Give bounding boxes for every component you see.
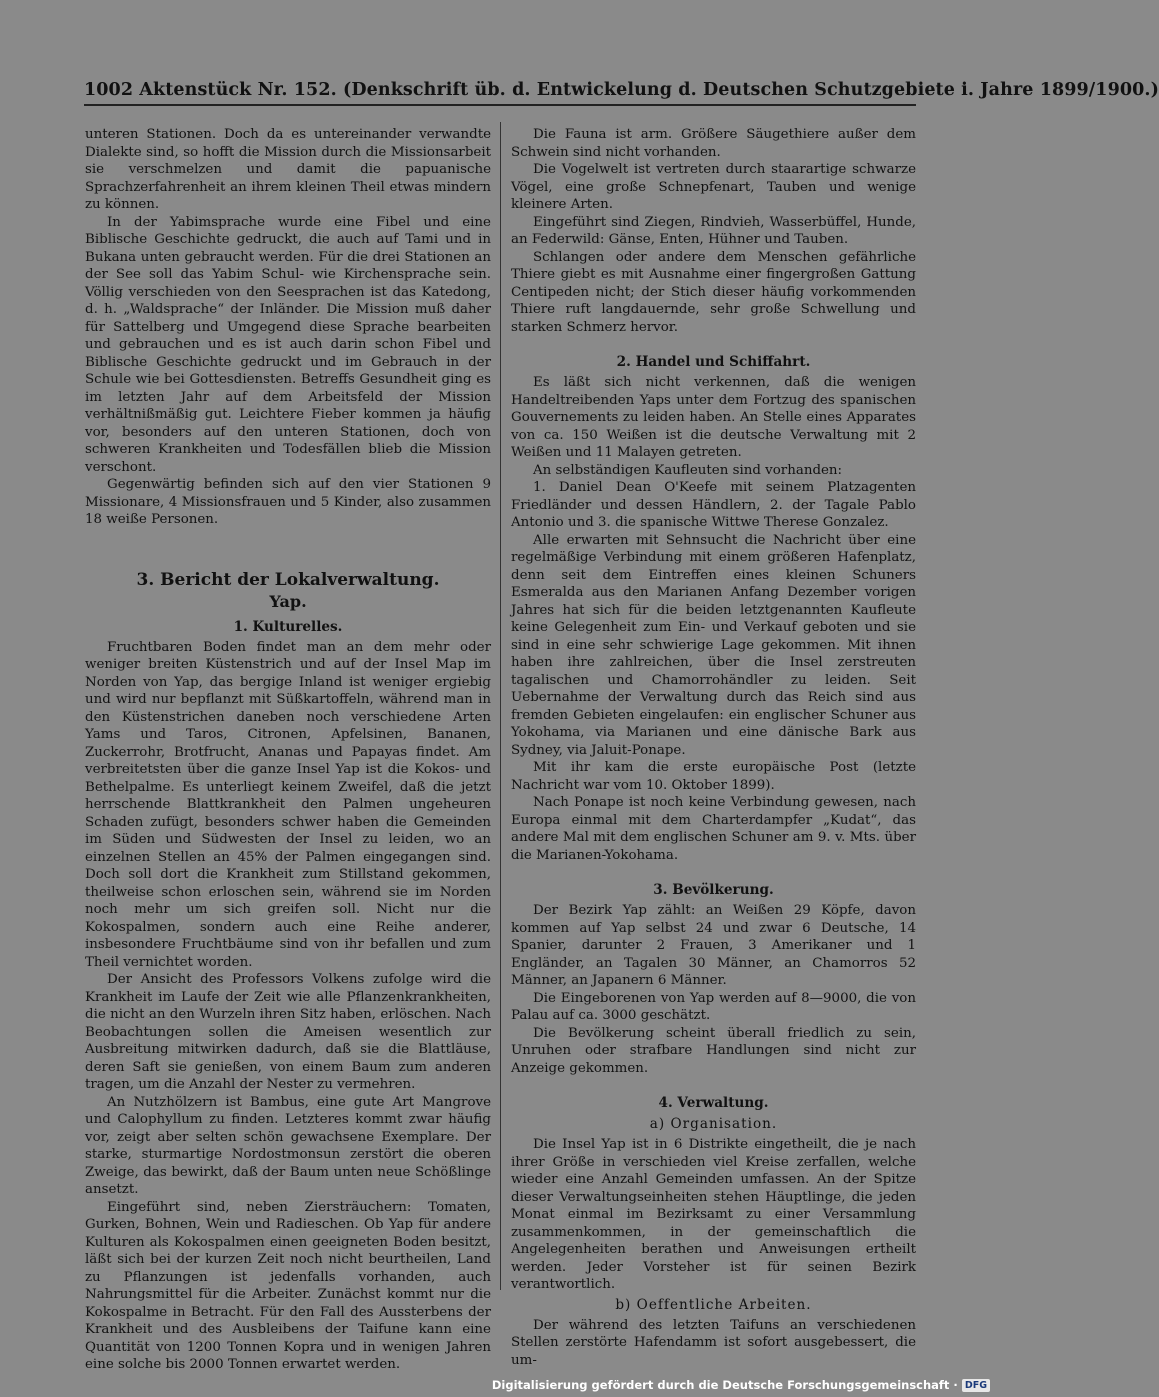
- paragraph: Alle erwarten mit Sehnsucht die Nachricht über eine regelmäßige Verbindung mit einem größeren Hafenplatz, denn seit dem Eintreffen eines kleinen Schuners Esmeralda aus den Marianen Anfang Dezember vorigen Jahres hat sich für die beiden letztgenannten Kaufleute keine Gelegenheit zum Ein- und Verkauf geboten und sie sind in eine sehr schwierige Lage gekommen. Mit ihnen haben ihre zahlreichen, über die Insel zerstreuten tagalischen und Chamorrohändler zu leiden. Seit Uebernahme der Verwaltung durch das Reich sind aus fremden Gebieten eingelaufen: ein englischer Schuner aus Yokohama, via Marianen und eine dänische Bark aus Sydney, via Jaluit-Ponape.: [511, 532, 916, 758]
- right-column: [511, 126, 916, 1369]
- paragraph: Die Insel Yap ist in 6 Distrikte eingetheilt, die je nach ihrer Größe in verschieden viel Kreise zerfallen, welche wieder eine Anzahl Gemeinden umfassen. An der Spitze dieser Verwaltungseinheiten stehen Häuptlinge, die jeden Monat einmal im Bezirksamt zu einer Versammlung zusammenkommen, in der gemeinschaftlich die Angelegenheiten berathen und Anweisungen ertheilt werden. Jeder Vorsteher ist für seinen Bezirk verantwortlich.: [511, 1137, 916, 1292]
- paragraph: unteren Stationen. Doch da es untereinander verwandte Dialekte sind, so hofft die Mission durch die Missionsarbeit sie verschmelzen und damit die papuanische Sprachzerfahrenheit an ihrem kleinen Theil etwas mindern zu können.: [85, 127, 491, 212]
- paragraph: Die Bevölkerung scheint überall friedlich zu sein, Unruhen oder strafbare Handlungen sind nicht zur Anzeige gekommen.: [511, 1025, 916, 1076]
- paragraph: Die Fauna ist arm. Größere Säugethiere außer dem Schwein sind nicht vorhanden.: [511, 127, 916, 160]
- digitization-credit: [492, 1378, 990, 1392]
- paragraph: Nach Ponape ist noch keine Verbindung gewesen, nach Europa einmal mit dem Charterdampfer „Kudat“, das andere Mal mit dem englischen Schuner am 9. v. Mts. über die Marianen-Yokohama.: [511, 795, 916, 863]
- subsection-heading: b) Oeffentliche Arbeiten.: [615, 1296, 812, 1313]
- column-divider: [500, 122, 501, 1290]
- subsection-heading: a) Organisation.: [649, 1116, 778, 1132]
- paragraph: Der während des letzten Taifuns an verschiedenen Stellen zerstörte Hafendamm ist sofort ausgebessert, die um-: [511, 1317, 916, 1368]
- dfg-logo: DFG: [962, 1379, 990, 1392]
- subsection-heading: 1. Kulturelles.: [233, 618, 343, 635]
- credit-text: Digitalisierung gefördert durch die Deutsche Forschungsgemeinschaft ·: [491, 1378, 958, 1392]
- paragraph: Gegenwärtig befinden sich auf den vier Stationen 9 Missionare, 4 Missionsfrauen und 5 Kinder, also zusammen 18 weiße Personen.: [85, 477, 491, 527]
- paragraph: Der Ansicht des Professors Volkens zufolge wird die Krankheit im Laufe der Zeit wie alle Pflanzenkrankheiten, die nicht an den Wurzeln ihren Sitz haben, erlöschen. Nach Beobachtungen sollen die Ameisen wesentlich zur Ausbreitung mitwirken dadurch, daß sie die Blattläuse, deren Saft sie genießen, von einem Baum zum anderen tragen, um die Anzahl der Nester zu vermehren.: [85, 972, 491, 1092]
- left-column: [85, 126, 491, 1374]
- subsection-heading: 4. Verwaltung.: [658, 1095, 769, 1111]
- paragraph: An selbständigen Kaufleuten sind vorhanden:: [533, 462, 843, 478]
- paragraph: Der Bezirk Yap zählt: an Weißen 29 Köpfe, davon kommen auf Yap selbst 24 und zwar 6 Deutsche, 14 Spanier, darunter 2 Frauen, 3 Amerikaner und 1 Engländer, an Tagalen 30 Männer, an Chamorros 52 Männer, an Japanern 6 Männer.: [511, 903, 916, 988]
- running-header: 1002 Aktenstück Nr. 152. (Denkschrift üb. d. Entwickelung d. Deutschen Schutzgebiete i. Jahre 1899/1900.): [84, 80, 1159, 100]
- paragraph: Mit ihr kam die erste europäische Post (letzte Nachricht war vom 10. Oktober 1899).: [511, 760, 916, 793]
- section-heading: 3. Bericht der Lokalverwaltung.: [136, 569, 440, 590]
- paragraph: Fruchtbaren Boden findet man an dem mehr oder weniger breiten Küstenstrich und auf der Insel Map im Norden von Yap, das bergige Inland ist weniger ergiebig und wird nur bepflanzt mit Süßkartoffeln, während man in den Küstenstrichen daneben noch verschiedene Arten Yams und Taros, Citronen, Apfelsinen, Bananen, Zuckerrohr, Brotfrucht, Ananas und Papayas findet. Am verbreitetsten über die ganze Insel Yap ist die Kokos- und Bethelpalme. Es unterliegt keinem Zweifel, daß die jetzt herrschende Blattkrankheit den Palmen ungeheuren Schaden zufügt, besonders schwer haben die Gemeinden im Süden und Südwesten der Insel zu leiden, wo an einzelnen Stellen an 45% der Palmen eingegangen sind. Doch soll dort die Krankheit zum Stillstand gekommen, theilweise schon erloschen sein, während sie im Norden noch mehr um sich greifen soll. Nicht nur die Kokospalmen, sondern auch eine Reihe anderer, insbesondere Fruchtbäume sind von ihr befallen und zum Theil vernichtet worden.: [85, 639, 491, 970]
- paragraph: 1. Daniel Dean O'Keefe mit seinem Platzagenten Friedländer und dessen Händlern, 2. der Tagale Pablo Antonio und 3. die spanische Wittwe Therese Gonzalez.: [511, 480, 916, 530]
- paragraph: Eingeführt sind Ziegen, Rindvieh, Wasserbüffel, Hunde, an Federwild: Gänse, Enten, Hühner und Tauben.: [511, 214, 916, 247]
- paragraph: In der Yabimsprache wurde eine Fibel und eine Biblische Geschichte gedruckt, die auch auf Tami und in Bukana unten gebraucht werden. Für die drei Stationen an der See soll das Yabim Schul- wie Kirchensprache sein. Völlig verschieden von den Seesprachen ist das Katedong, d. h. „Waldsprache“ der Inländer. Die Mission muß daher für Sattelberg und Umgegend diese Sprache bearbeiten und gebrauchen und es ist auch darin schon Fibel und Biblische Geschichte gedruckt und im Gebrauch in der Schule wie bei Gottesdiensten. Betreffs Gesundheit ging es im letzten Jahr auf dem Arbeitsfeld der Mission verhältnißmäßig gut. Leichtere Fieber kommen ja häufig vor, besonders auf den unteren Stationen, doch von schweren Krankheiten und Todesfällen blieb die Mission verschont.: [85, 214, 491, 475]
- header-rule: [84, 104, 916, 106]
- subsection-heading: 3. Bevölkerung.: [653, 882, 774, 898]
- paragraph: Schlangen oder andere dem Menschen gefährliche Thiere giebt es mit Ausnahme einer fingergroßen Gattung Centipeden nicht; der Stich dieser häufig vorkommenden Thiere ruft langdauernde, sehr große Schwellung und starken Schmerz hervor.: [511, 249, 916, 335]
- paragraph: Die Vogelwelt ist vertreten durch staarartige schwarze Vögel, eine große Schnepfenart, Tauben und wenige kleinere Arten.: [511, 162, 916, 212]
- paragraph: Eingeführt sind, neben Ziersträuchern: Tomaten, Gurken, Bohnen, Wein und Radieschen. Ob Yap für andere Kulturen als Kokospalmen einen geeigneten Boden besitzt, läßt sich bei der kurzen Zeit noch nicht beurtheilen, Land zu Pflanzungen ist jedenfalls vorhanden, auch Nahrungsmittel für die Arbeiter. Zunächst kommt nur die Kokospalme in Betracht. Für den Fall des Aussterbens der Krankheit und des Ausbleibens der Taifune kann eine Quantität von 1200 Tonnen Kopra und in wenigen Jahren eine solche bis 2000 Tonnen erwartet werden.: [85, 1199, 491, 1372]
- paragraph: Die Eingeborenen von Yap werden auf 8—9000, die von Palau auf ca. 3000 geschätzt.: [511, 990, 916, 1023]
- subsection-heading: 2. Handel und Schiffahrt.: [616, 354, 811, 370]
- subsection-heading: Yap.: [269, 591, 307, 611]
- paragraph: Es läßt sich nicht verkennen, daß die wenigen Handeltreibenden Yaps unter dem Fortzug des spanischen Gouvernements zu leiden haben. An Stelle eines Apparates von ca. 150 Weißen ist die deutsche Verwaltung mit 2 Weißen und 11 Malayen getreten.: [511, 375, 916, 460]
- paragraph: An Nutzhölzern ist Bambus, eine gute Art Mangrove und Calophyllum zu finden. Letzteres kommt zwar häufig vor, zeigt aber selten schön gewachsene Exemplare. Der starke, sturmartige Nordostmonsun zerstört die oberen Zweige, das bewirkt, daß der Baum unten neue Schößlinge ansetzt.: [85, 1094, 491, 1197]
